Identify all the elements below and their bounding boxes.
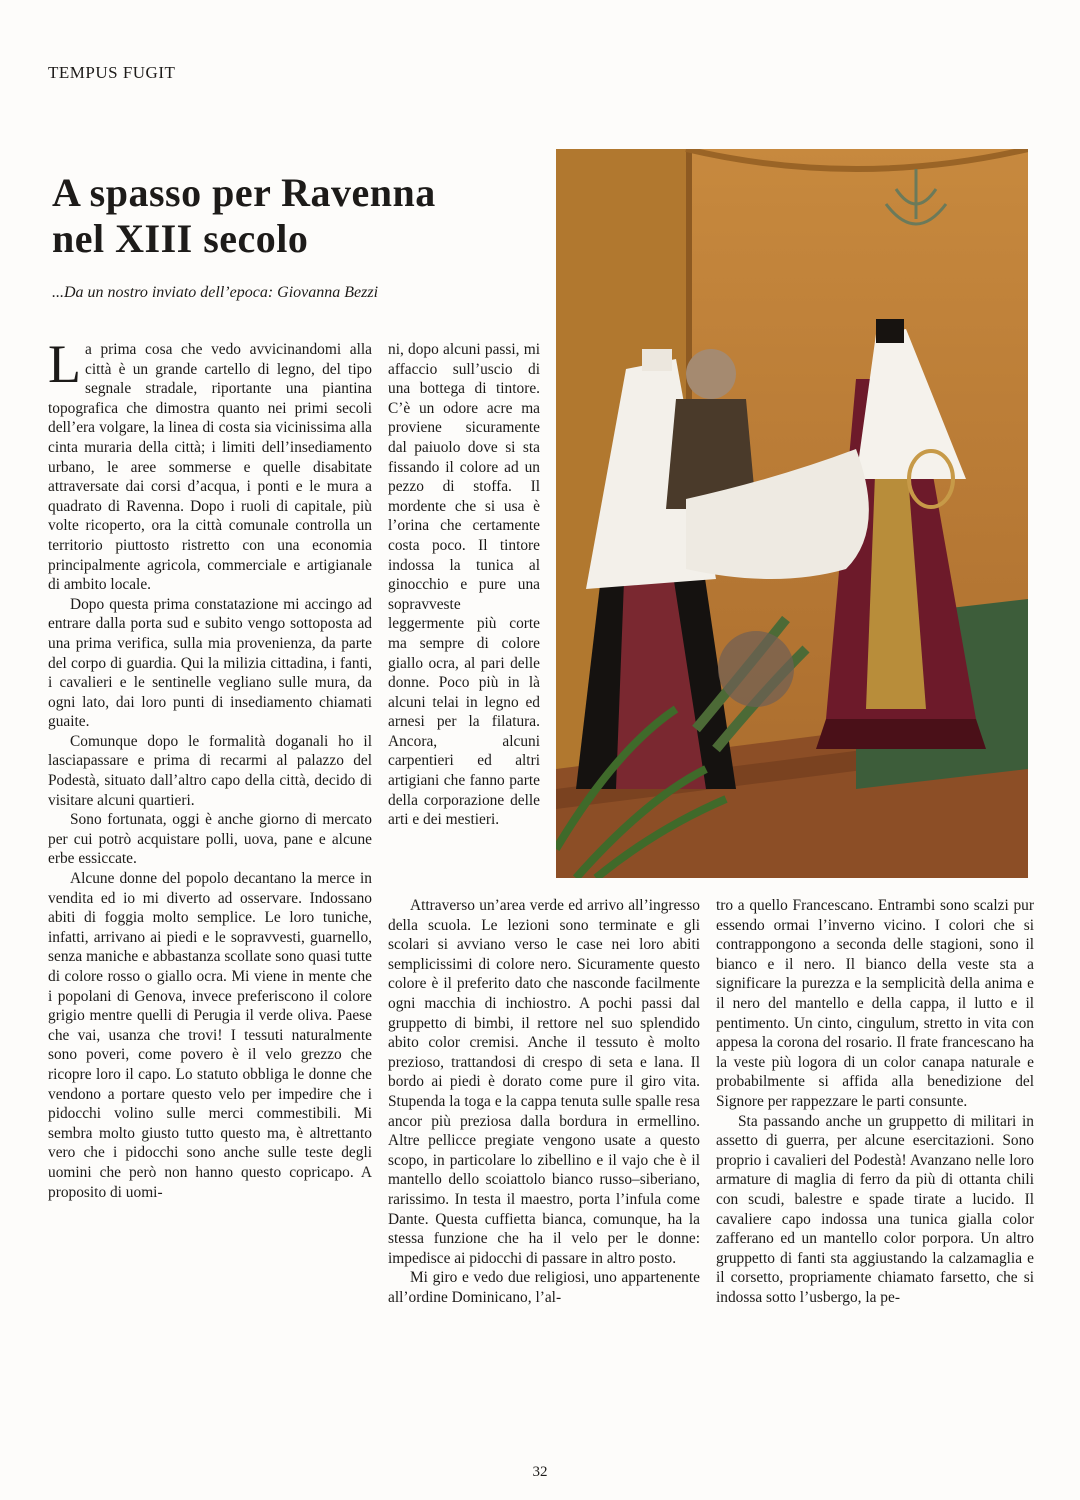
paragraph: Attraverso un’area verde ed arrivo all’ingresso della scuola. Le lezioni sono terminate e gli scolari si avviano verso le case nei loro abiti semplicissimi di colore nero. Sicuramente questo colore è il preferito dato che nasconde facilmente ogni macchia di inchiostro. A pochi passi dal gruppetto di bimbi, il rettore nel suo splendido abito color cremisi. Anche il tessuto è molto prezioso, trattandosi di crespo di seta e lana. Il bordo ai piedi è dorato come pure il giro vita. Stupenda la toga e la cappa tenuta sulle spalle resa ancor più preziosa dalla bordura in ermellino. Altre pellicce pregiate vengono usate a questo scopo, in particolare lo zibellino e il vajo che è il mantello dello scoiattolo bianco russo–siberiano, rarissimo. In testa il maestro, porta l’infula come Dante. Questa cuffietta bianca, comunque, ha la stessa funzione che ha il velo per le donne: impedisce ai pidocchi di passare in altro posto. <box>388 897 700 1267</box>
paragraph: Comunque dopo le formalità doganali ho il lasciapassare e prima di recarmi al palazzo del Podestà, situato dall’altro capo della città, decido di visitare alcuni quartieri. <box>48 732 372 809</box>
paragraph <box>48 334 372 595</box>
article-title <box>52 170 532 262</box>
title-line-1: A spasso per Ravenna <box>52 170 436 215</box>
column-1 <box>48 334 372 1202</box>
article-photo <box>556 149 1028 878</box>
paragraph: Sono fortunata, oggi è anche giorno di mercato per cui potrò acquistare polli, uova, pane e alcune erbe essiccate. <box>48 811 372 868</box>
byline: ...Da un nostro inviato dell’epoca: Giovanna Bezzi <box>52 284 379 301</box>
column-3 <box>716 896 1034 1307</box>
section-header: TEMPUS FUGIT <box>48 63 176 82</box>
title-line-2: nel XIII secolo <box>52 216 309 261</box>
paragraph: Dopo questa prima constatazione mi accingo ad entrare dalla porta sud e subito vengo sottoposta ad una prima verifica, sulla mia provenienza, da parte del corpo di guardia. Qui la milizia cittadina, i fanti, i cavalieri e le sentinelle vegliano sulle mura, da ogni lato, dai loro punti di insediamento chiamati guaite. <box>48 595 372 731</box>
paragraph: tro a quello Francescano. Entrambi sono scalzi pur essendo ormai l’inverno vicino. I colori che si contrappongono a seconda delle stagioni, sono il bianco e il nero. Il bianco della veste sta a significare la purezza e la semplicità della anima e il nero del mantello e della cappa, il lutto e il pentimento. Un cinto, cingulum, stretto in vita con appesa la corona del rosario. Il frate francescano ha la veste più logora di un color canapa naturale e probabilmente si affida alla benedizione del Signore per rappezzare le parti consunte. <box>716 897 1034 1110</box>
paragraph: Alcune donne del popolo decantano la merce in vendita ed io mi diverto ad osservare. Indossano abiti di foggia molto semplice. Le loro tuniche, infatti, arrivano ai piedi e le sopravvesti, guarnello, senza maniche e abbastanza scollate sono quasi tutte di colore rosso o giallo ocra. Mi viene in mente che i popolani di Genova, invece preferiscono il colore grigio mentre quelli di Perugia il verde oliva. Paese che vai, usanza che trovi! I tessuti naturalmente sono poveri, come povero è il velo grezzo che ricopre loro il capo. Lo statuto obbliga le donne che vendono a portare questo velo per impedire che i pidocchi volino sulle merci commestibili. Mi sembra molto giusto tutto questo ma, è altrettanto vero che i pidocchi sono anche sulle teste degli uomini che però non hanno questo copricapo. A proposito di uomi- <box>48 870 372 1201</box>
paragraph: Mi giro e vedo due religiosi, uno appartenente all’ordine Dominicano, l’al- <box>388 1269 700 1306</box>
paragraph-text: a prima cosa che vedo avvicinandomi alla città è un grande cartello di legno, del tipo segnale stradale, riportante una piantina topografica che dimostra quanto nei primi secoli dell’era volgare, la linea di costa sia vicinissima alla cinta muraria della città; i limiti dell’insediamento urbano, le aree sommerse e quelle disabitate attraversate dai corsi d’acqua, i ponti e le mura a quadrato di Ravenna. Dopo i ruoli di capitale, più volte ricoperto, ora la città comunale controlla un territorio piuttosto ristretto con una economia principalmente agricola, commerciale e artigianale di ambito locale. <box>48 341 372 594</box>
drop-cap: L <box>48 334 81 394</box>
column-2-bottom <box>388 896 700 1307</box>
column-2-top <box>388 340 540 830</box>
page-number: 32 <box>532 1464 548 1480</box>
paragraph: ni, dopo alcuni passi, mi affaccio sull’uscio di una bottega di tintore. C’è un odore acre ma proviene sicuramente dal paiuolo dove si sta fissando il colore ad un pezzo di stoffa. Il mordente che si usa è l’orina che certamente costa poco. Il tintore indossa la tunica al ginocchio e pure una sopravveste leggermente più corte ma sempre di colore giallo ocra, al pari delle donne. Poco più in là alcuni telai in legno ed arnesi per la filatura. Ancora, alcuni carpentieri ed altri artigiani che fanno parte della corporazione delle arti e dei mestieri. <box>388 341 540 829</box>
paragraph: Sta passando anche un gruppetto di militari in assetto di guerra, per alcune esercitazioni. Sono proprio i cavalieri del Podestà! Avanzano nelle loro armature di maglia di ferro da più di ottanta chili con scudi, balestre e spade tirate a lucido. Il cavaliere capo indossa una tunica gialla color zafferano ed un mantello color porpora. Un altro gruppetto di fanti sta aggiustando la calzamaglia e il corsetto, propriamente chiamato farsetto, che si indossa sotto l’usbergo, la pe- <box>716 1112 1034 1306</box>
